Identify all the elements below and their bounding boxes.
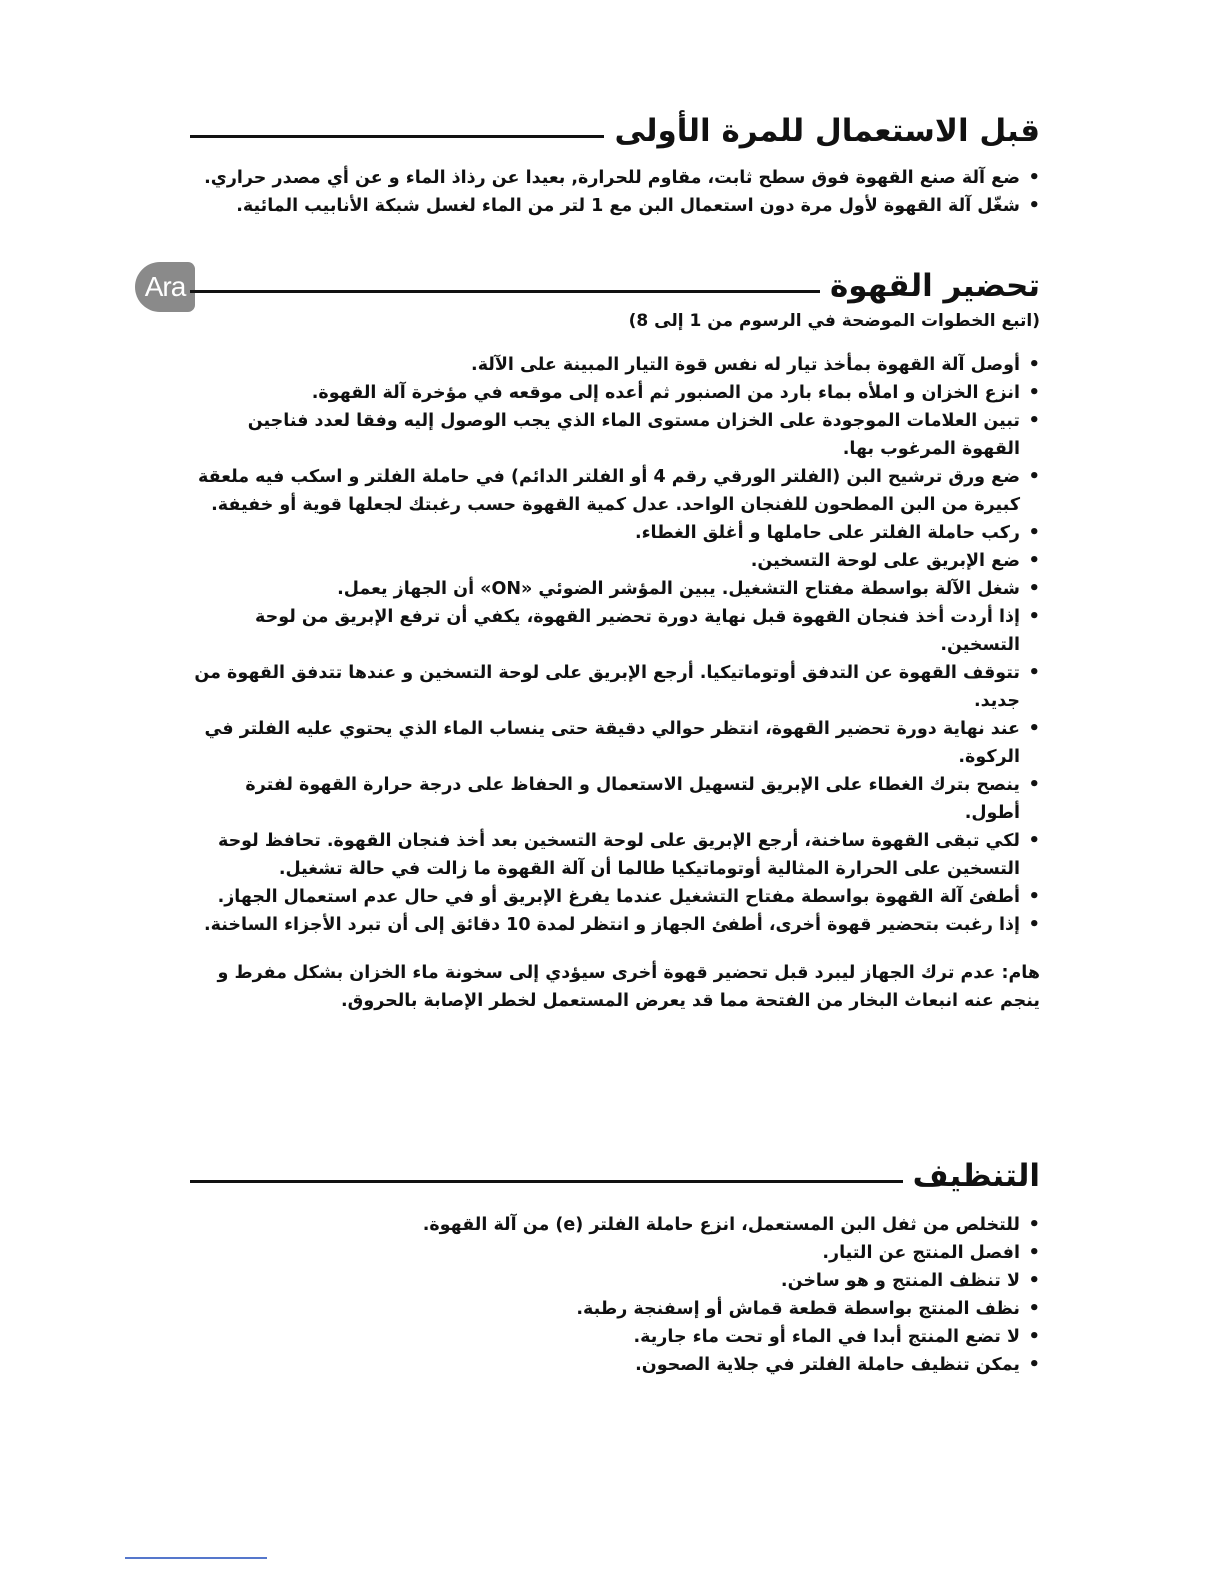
section-preparing-coffee-heading [190, 263, 1040, 309]
list-item: • إذا رغبت بتحضير قهوة أخرى، أطفئ الجهاز و انتظر لمدة 10 دقائق إلى أن تبرد الأجزاء الساخنة. [190, 911, 1040, 939]
footer-rule [125, 1557, 267, 1559]
section-preparing-coffee [190, 263, 1040, 1015]
list-item: • تتوقف القهوة عن التدفق أوتوماتيكيا. أرجع الإبريق على لوحة التسخين و عندها تتدفق القهوة من جديد. [190, 659, 1040, 715]
list-item: • ضع الإبريق على لوحة التسخين. [190, 547, 1040, 575]
list-item: • يمكن تنظيف حاملة الفلتر في جلاية الصحون. [190, 1351, 1040, 1379]
list-item: • لكي تبقى القهوة ساخنة، أرجع الإبريق على لوحة التسخين بعد أخذ فنجان القهوة. تحافظ لوحة التسخين على الحرارة المثالية أوتوماتيكيا طالما أن آلة القهوة ما زالت في حالة تشغيل. [190, 827, 1040, 883]
list-item: • افصل المنتج عن التيار. [190, 1239, 1040, 1267]
section-cleaning [190, 1153, 1040, 1379]
section-cleaning-heading [190, 1153, 1040, 1199]
heading-rule [190, 1180, 903, 1183]
list-item: • تبين العلامات الموجودة على الخزان مستوى الماء الذي يجب الوصول إليه وفقا لعدد فناجين القهوة المرغوب بها. [190, 407, 1040, 463]
list-item: • عند نهاية دورة تحضير القهوة، انتظر حوالي دقيقة حتى ينساب الماء الذي يحتوي عليه الفلتر في الركوة. [190, 715, 1040, 771]
list-item: • شغل الآلة بواسطة مفتاح التشغيل. يبين المؤشر الضوئي «ON» أن الجهاز يعمل. [190, 575, 1040, 603]
list-item: • لا تنظف المنتج و هو ساخن. [190, 1267, 1040, 1295]
heading-rule [190, 290, 820, 293]
cleaning-list [190, 1211, 1040, 1379]
section-preparing-coffee-title: تحضير القهوة [829, 268, 1040, 304]
list-item: • لا تضع المنتج أبدا في الماء أو تحت ماء جارية. [190, 1323, 1040, 1351]
list-item: • إذا أردت أخذ فنجان القهوة قبل نهاية دورة تحضير القهوة، يكفي أن ترفع الإبريق من لوحة التسخين. [190, 603, 1040, 659]
section-preparing-coffee-subtitle: (اتبع الخطوات الموضحة في الرسوم من 1 إلى 8) [628, 311, 1040, 331]
list-item: • أوصل آلة القهوة بمأخذ تيار له نفس قوة التيار المبينة على الآلة. [190, 351, 1040, 379]
section-cleaning-title: التنظيف [912, 1158, 1040, 1194]
section-first-use [190, 108, 1040, 220]
list-item: • شغّل آلة القهوة لأول مرة دون استعمال البن مع 1 لتر من الماء لغسل شبكة الأنابيب المائية. [190, 192, 1040, 220]
heading-rule [190, 135, 604, 138]
list-item: • للتخلص من ثفل البن المستعمل، انزع حاملة الفلتر (e) من آلة القهوة. [190, 1211, 1040, 1239]
list-item: • نظف المنتج بواسطة قطعة قماش أو إسفنجة رطبة. [190, 1295, 1040, 1323]
language-tab-label: Ara [144, 271, 186, 302]
section-first-use-title: قبل الاستعمال للمرة الأولى [614, 113, 1040, 149]
important-note-label: هام: [1001, 963, 1040, 983]
list-item: • ينصح بترك الغطاء على الإبريق لتسهيل الاستعمال و الحفاظ على درجة حرارة القهوة لفترة أطول. [190, 771, 1040, 827]
list-item: • ضع آلة صنع القهوة فوق سطح ثابت، مقاوم للحرارة, بعيدا عن رذاذ الماء و عن أي مصدر حراري. [190, 164, 1040, 192]
section-first-use-heading [190, 108, 1040, 154]
important-note-text: عدم ترك الجهاز ليبرد قبل تحضير قهوة أخرى سيؤدي إلى سخونة ماء الخزان بشكل مفرط و ينجم عنه انبعاث البخار من الفتحة مما قد يعرض المستعمل لخطر الإصابة بالحروق. [217, 963, 1040, 1011]
preparing-coffee-list [190, 351, 1040, 939]
list-item: • ركب حاملة الفلتر على حاملها و أغلق الغطاء. [190, 519, 1040, 547]
important-note [190, 959, 1040, 1015]
list-item: • ضع ورق ترشيح البن (الفلتر الورقي رقم 4 أو الفلتر الدائم) في حاملة الفلتر و اسكب فيه ملعقة كبيرة من البن المطحون للفنجان الواحد. عدل كمية القهوة حسب رغبتك لجعلها قوية أو خفيفة. [190, 463, 1040, 519]
list-item: • انزع الخزان و املأه بماء بارد من الصنبور ثم أعده إلى موقعه في مؤخرة آلة القهوة. [190, 379, 1040, 407]
language-tab [135, 262, 195, 312]
list-item: • أطفئ آلة القهوة بواسطة مفتاح التشغيل عندما يفرغ الإبريق أو في حال عدم استعمال الجهاز. [190, 883, 1040, 911]
first-use-list [190, 164, 1040, 220]
